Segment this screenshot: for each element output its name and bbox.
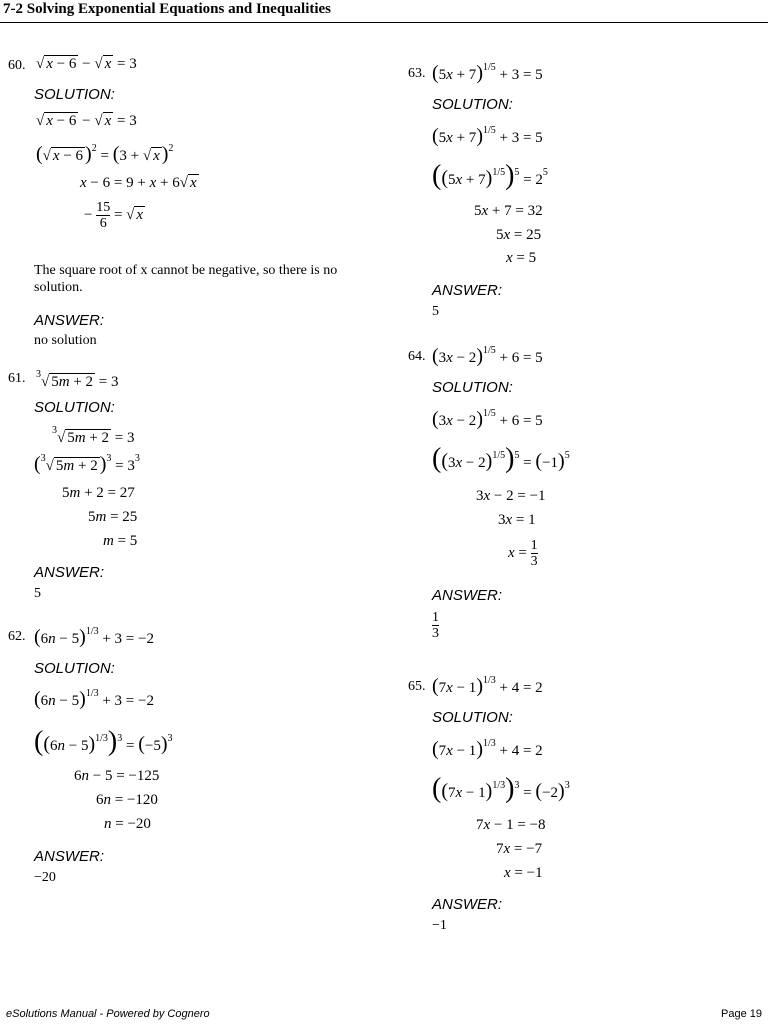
answer-label: ANSWER: xyxy=(432,896,503,913)
solution-step: n = −20 xyxy=(104,816,151,832)
solution-step: − $\frac{15}{6}$ = √ x xyxy=(84,200,144,231)
answer-value: −20 xyxy=(34,870,56,885)
solution-step: $(3x - 2)^{1/5} + 6 = 5$ xyxy=(432,408,543,430)
answer-label: ANSWER: xyxy=(34,312,105,329)
problem-statement: $(3x - 2)^{1/5} + 6 = 5$ xyxy=(432,345,543,367)
solution-step: ($^3$√ 5m + 2 )$^3 = 3^3$ xyxy=(34,453,140,475)
solution-label: SOLUTION: xyxy=(34,399,115,416)
problem-statement: $(5x + 7)^{1/5} + 3 = 5$ xyxy=(432,62,543,84)
solution-step: 5x + 7 = 32 xyxy=(474,203,543,219)
problem-number: 64. xyxy=(408,349,426,364)
solution-step: 5m + 2 = 27 xyxy=(62,485,135,501)
problem-number: 62. xyxy=(8,629,26,644)
problem-number: 60. xyxy=(8,58,26,73)
problem-statement: √ x − 6 − √ x = 3 xyxy=(36,56,137,72)
solution-label: SOLUTION: xyxy=(432,96,513,113)
solution-step: 7x = −7 xyxy=(496,841,543,857)
page-title: 7-2 Solving Exponential Equations and Inequalities xyxy=(3,1,332,17)
problem-number: 65. xyxy=(408,679,426,694)
solution-step: 3x = 1 xyxy=(498,512,536,528)
answer-value: 5 xyxy=(34,586,41,601)
solution-label: SOLUTION: xyxy=(432,709,513,726)
solution-step: m = 5 xyxy=(103,533,138,549)
solution-step: 7x − 1 = −8 xyxy=(476,817,546,833)
solution-step: $((5x + 7)^{1/5})^5 = 2^5$ xyxy=(432,160,548,191)
solution-step: 3x − 2 = −1 xyxy=(476,488,546,504)
solution-step: √ x − 6 − √ x = 3 xyxy=(36,113,137,129)
problem-statement: $(7x - 1)^{1/3} + 4 = 2$ xyxy=(432,675,543,697)
solution-step: 6n = −120 xyxy=(96,792,158,808)
solution-step: x = −1 xyxy=(504,865,543,881)
solution-step: $^3$√ 5m + 2 = 3 xyxy=(52,425,135,446)
solution-step: 5x = 25 xyxy=(496,227,542,243)
solution-step: 6n − 5 = −125 xyxy=(74,768,160,784)
problem-statement: $(6n - 5)^{1/3} + 3 = -2$ xyxy=(34,626,154,648)
solution-label: SOLUTION: xyxy=(34,86,115,103)
solution-step: $(6n - 5)^{1/3} + 3 = -2$ xyxy=(34,688,154,710)
answer-label: ANSWER: xyxy=(432,587,503,604)
solution-step: x − 6 = 9 + x + 6√ x xyxy=(80,175,197,191)
problem-number: 63. xyxy=(408,66,426,81)
solution-step: $(5x + 7)^{1/5} + 3 = 5$ xyxy=(432,125,543,147)
solution-step: x = 5 xyxy=(506,250,537,266)
solution-step: $(7x - 1)^{1/3} + 4 = 2$ xyxy=(432,738,543,760)
solution-label: SOLUTION: xyxy=(432,379,513,396)
solution-step: 5m = 25 xyxy=(88,509,138,525)
answer-label: ANSWER: xyxy=(34,564,105,581)
answer-value: no solution xyxy=(34,333,97,348)
page-header xyxy=(0,0,768,23)
answer-label: ANSWER: xyxy=(34,848,105,865)
solution-step: x = $\frac{1}{3}$ xyxy=(508,538,538,569)
answer-value xyxy=(432,610,439,641)
solution-step: $((7x - 1)^{1/3})^3 = (-2)^3$ xyxy=(432,773,570,804)
page-number: Page 19 xyxy=(721,1008,762,1020)
solution-step: $((6n - 5)^{1/3})^3 = (-5)^3$ xyxy=(34,726,173,757)
answer-numerator: 1 xyxy=(432,610,439,625)
solution-label: SOLUTION: xyxy=(34,660,115,677)
answer-value: −1 xyxy=(432,918,447,933)
problem-statement: $^3$√ 5m + 2 = 3 xyxy=(36,369,119,390)
answer-denominator: 3 xyxy=(432,626,439,641)
problem-number: 61. xyxy=(8,371,26,386)
solution-explanation: The square root of x cannot be negative, so there is no solution. xyxy=(34,263,338,295)
solution-step: (√ x − 6 )$^2$ = (3 + √ x )$^2$ xyxy=(36,143,174,165)
footer-credit: eSolutions Manual - Powered by Cognero xyxy=(6,1008,210,1020)
answer-label: ANSWER: xyxy=(432,282,503,299)
answer-value: 5 xyxy=(432,304,439,319)
solution-step: $((3x - 2)^{1/5})^5 = (-1)^5$ xyxy=(432,443,570,474)
